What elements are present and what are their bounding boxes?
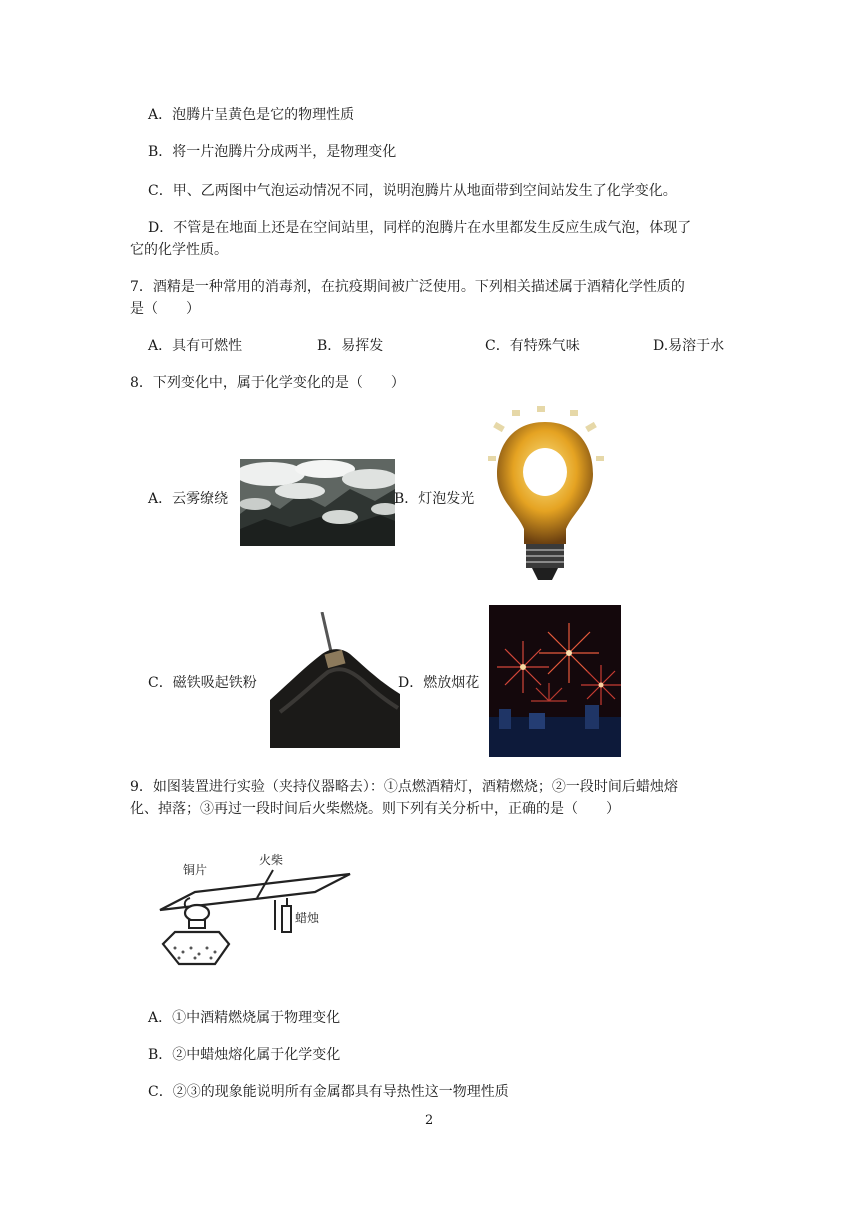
q7-option-b: B．易挥发 [317, 338, 384, 354]
q6-option-d-line1: D．不管是在地面上还是在空间站里，同样的泡腾片在水里都发生反应生成气泡，体现了 [148, 220, 692, 236]
match-label: 火柴 [259, 853, 284, 867]
q9-stem-line1: 9．如图装置进行实验（夹持仪器略去）：①点燃酒精灯，酒精燃烧；②一段时间后蜡烛熔 [130, 779, 678, 795]
q8-option-c: C．磁铁吸起铁粉 [148, 675, 257, 691]
q7-option-d: D.易溶于水 [653, 338, 725, 354]
page-number: 2 [425, 1113, 434, 1128]
candle-label: 蜡烛 [295, 911, 320, 925]
q7-stem-line2: 是（ ） [130, 301, 200, 317]
q6-option-a: A．泡腾片呈黄色是它的物理性质 [148, 107, 355, 123]
q9-option-b: B．②中蜡烛熔化属于化学变化 [148, 1047, 341, 1063]
q8-option-b: B．灯泡发光 [394, 491, 475, 507]
q9-option-c: C．②③的现象能说明所有金属都具有导热性这一物理性质 [148, 1084, 509, 1100]
fireworks-image [489, 605, 621, 757]
q6-option-b: B．将一片泡腾片分成两半，是物理变化 [148, 144, 397, 160]
q9-option-a: A．①中酒精燃烧属于物理变化 [148, 1010, 341, 1026]
q7-option-c: C．有特殊气味 [485, 338, 580, 354]
copper-plate-label: 铜片 [183, 863, 208, 877]
q7-stem-line1: 7．酒精是一种常用的消毒剂，在抗疫期间被广泛使用。下列相关描述属于酒精化学性质的 [130, 279, 685, 295]
clouds-image [240, 459, 395, 546]
experiment-apparatus-diagram [155, 848, 355, 974]
q8-option-d: D．燃放烟花 [398, 675, 480, 691]
q7-option-a: A．具有可燃性 [148, 338, 243, 354]
magnet-iron-powder-image [270, 612, 400, 748]
q6-option-d-line2: 它的化学性质。 [130, 242, 228, 258]
q6-option-c: C．甲、乙两图中气泡运动情况不同，说明泡腾片从地面带到空间站发生了化学变化。 [148, 183, 677, 199]
q8-stem: 8．下列变化中，属于化学变化的是（ ） [130, 375, 405, 391]
q9-stem-line2: 化、掉落；③再过一段时间后火柴燃烧。则下列有关分析中，正确的是（ ） [130, 801, 620, 817]
light-bulb-image [482, 404, 608, 586]
q8-option-a: A．云雾缭绕 [148, 491, 229, 507]
